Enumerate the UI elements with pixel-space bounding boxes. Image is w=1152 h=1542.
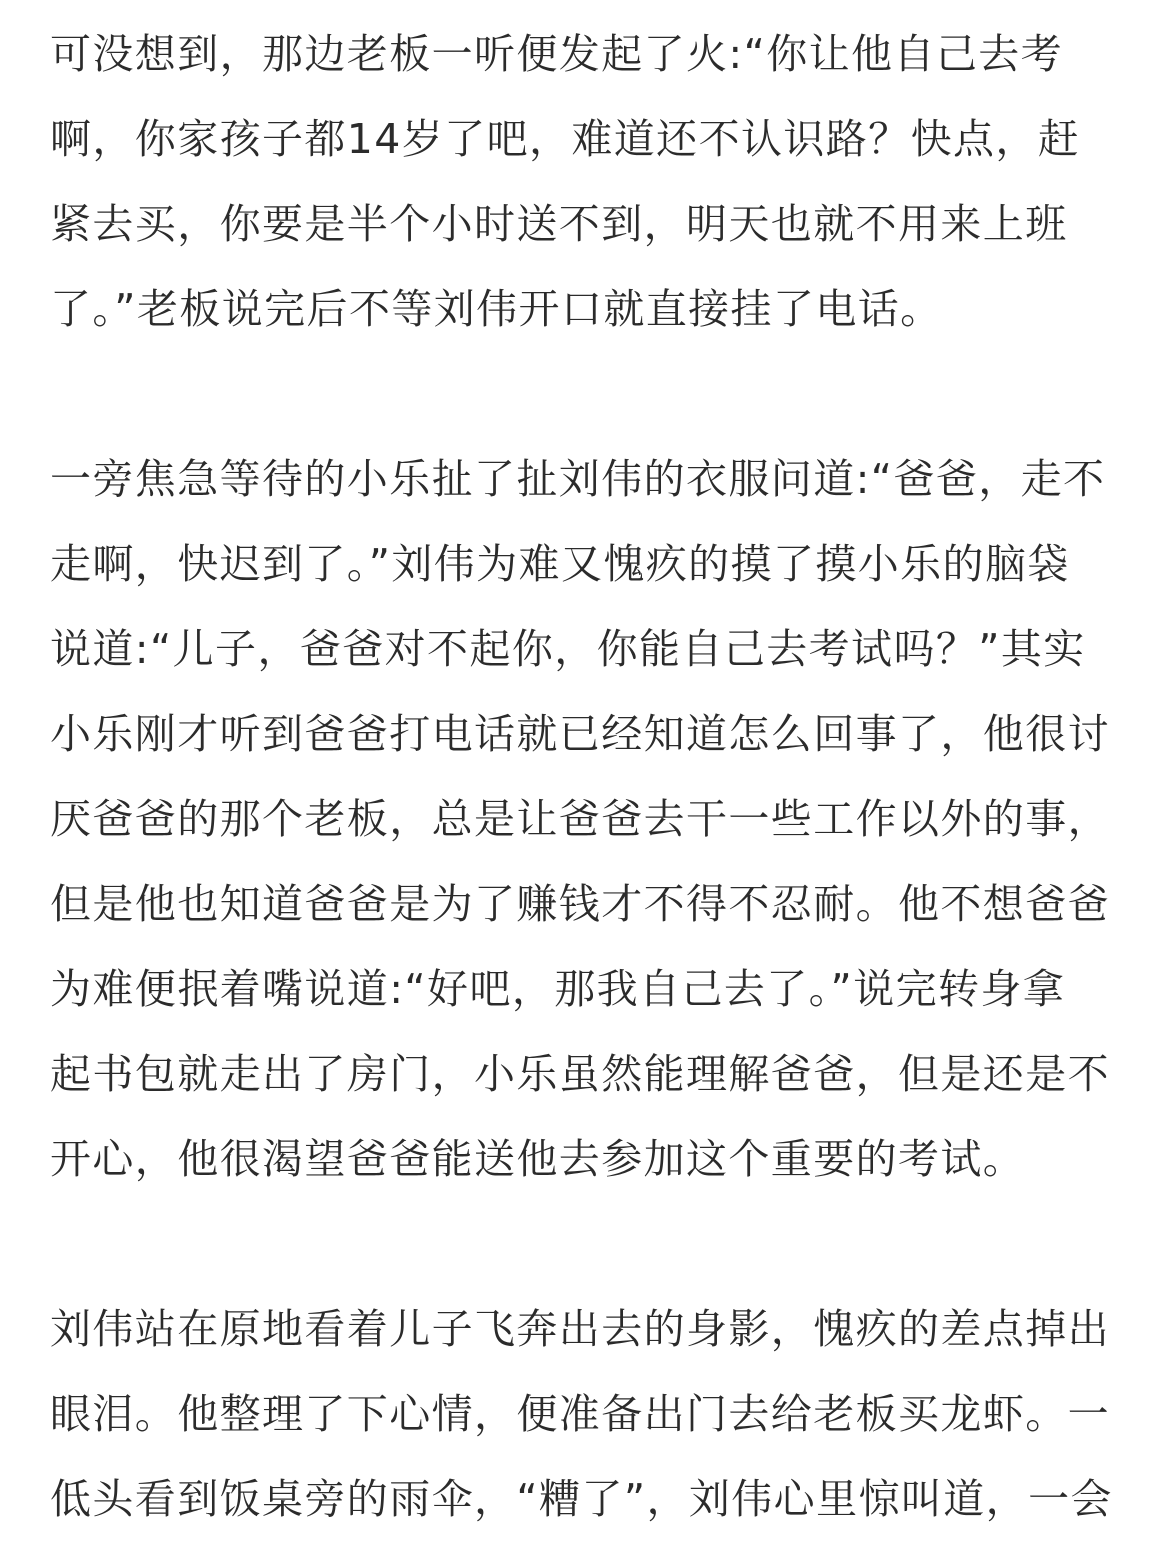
paragraph-2 (50, 437, 1110, 1202)
text-line: 刘伟站在原地看着儿子飞奔出去的身影，愧疚的差点掉出 (50, 1305, 1110, 1353)
text-line: 一旁焦急等待的小乐扯了扯刘伟的衣服问道:“爸爸，走不 (50, 455, 1106, 503)
text-line: 厌爸爸的那个老板，总是让爸爸去干一些工作以外的事， (50, 795, 1110, 843)
text-line: 起书包就走出了房门，小乐虽然能理解爸爸，但是还是不 (50, 1050, 1110, 1098)
text-line: 啊，你家孩子都14岁了吧，难道还不认识路？快点，赶 (50, 115, 1081, 163)
paragraph-spacer (50, 1202, 1110, 1287)
article-body (50, 12, 1113, 1542)
paragraph-1 (50, 12, 1110, 352)
paragraph-3 (50, 1287, 1113, 1542)
text-line: 小乐刚才听到爸爸打电话就已经知道怎么回事了，他很讨 (50, 710, 1110, 758)
paragraph-spacer (50, 352, 1110, 437)
text-line: 低头看到饭桌旁的雨伞，“糟了”，刘伟心里惊叫道，一会 (50, 1475, 1113, 1523)
text-line: 眼泪。他整理了下心情，便准备出门去给老板买龙虾。一 (50, 1390, 1110, 1438)
text-line: 但是他也知道爸爸是为了赚钱才不得不忍耐。他不想爸爸 (50, 880, 1110, 928)
text-line: 可没想到，那边老板一听便发起了火:“你让他自己去考 (50, 30, 1064, 78)
text-line: 了。”老板说完后不等刘伟开口就直接挂了电话。 (50, 285, 943, 333)
text-line: 紧去买，你要是半个小时送不到，明天也就不用来上班 (50, 200, 1068, 248)
text-line: 开心，他很渴望爸爸能送他去参加这个重要的考试。 (50, 1135, 1026, 1183)
text-line: 说道:“儿子，爸爸对不起你，你能自己去考试吗？”其实 (50, 625, 1086, 673)
text-line: 为难便抿着嘴说道:“好吧，那我自己去了。”说完转身拿 (50, 965, 1066, 1013)
text-line: 走啊，快迟到了。”刘伟为难又愧疚的摸了摸小乐的脑袋 (50, 540, 1070, 588)
